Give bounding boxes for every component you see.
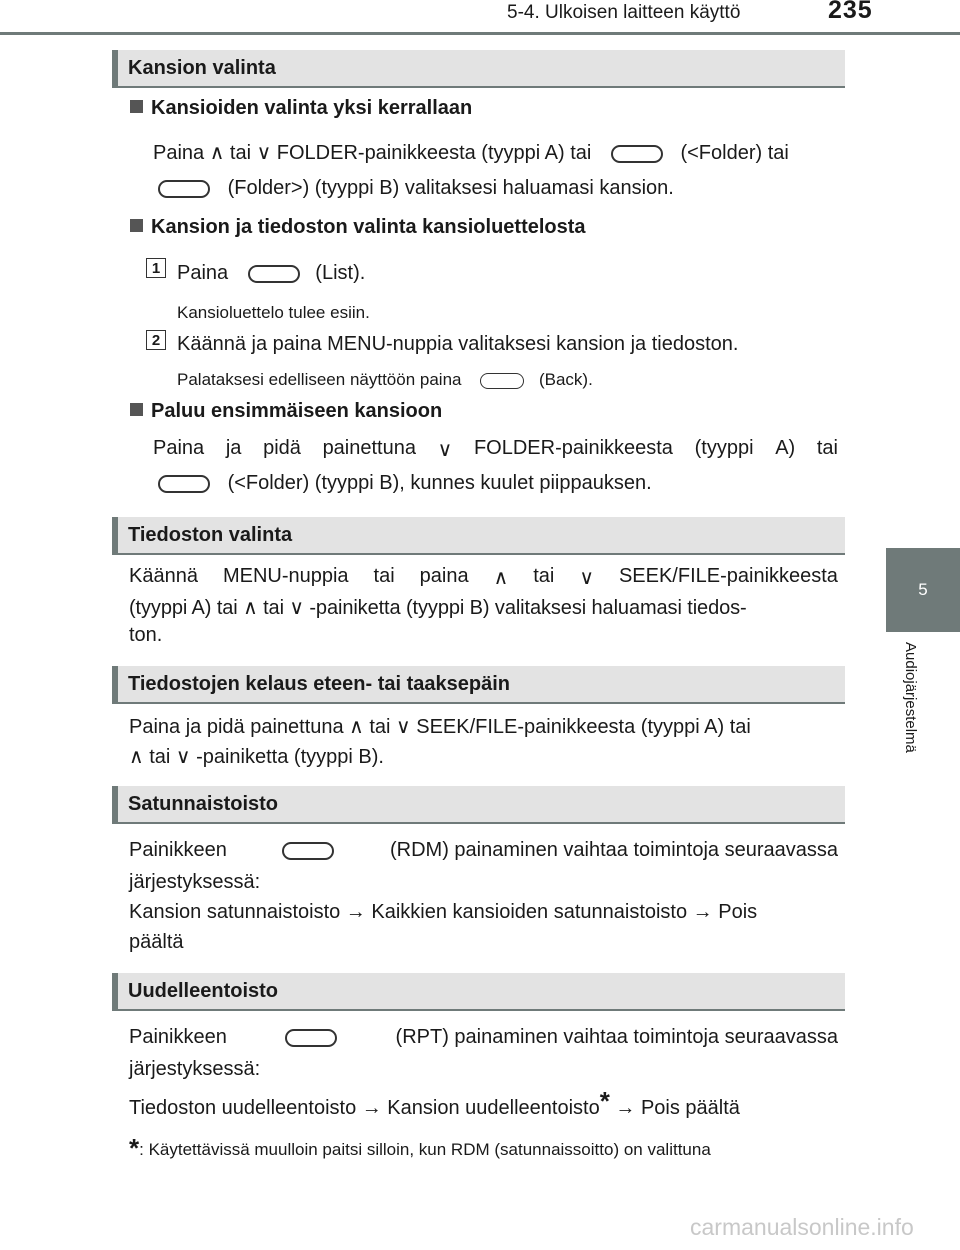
section-header-repeat [112, 973, 845, 1011]
rdm-button-icon [282, 842, 334, 860]
text: (RPT) painaminen vaihtaa toimintoja seuraavassa [395, 1026, 838, 1048]
text: (Folder>) (tyyppi B) valitaksesi haluamasi kansion. [227, 177, 674, 199]
paragraph-line [158, 472, 652, 495]
footnote-text: : Käytettävissä muulloin paitsi silloin, kun RDM (satunnaissoitto) on valittuna [139, 1140, 711, 1159]
square-bullet-icon [130, 403, 143, 416]
subheading-text: Kansion ja tiedoston valinta kansioluettelosta [151, 216, 586, 238]
subheading-text: Paluu ensimmäiseen kansioon [151, 400, 443, 422]
list-button-icon [248, 265, 300, 283]
paragraph-line: Kansion satunnaistoisto → Kaikkien kansioiden satunnaistoisto → Pois [129, 901, 758, 923]
text: Painikkeen [129, 1026, 227, 1048]
word: Paina [153, 437, 205, 459]
chapter-tab [886, 548, 960, 632]
section-header-folder [112, 50, 845, 88]
paragraph-line: ton. [129, 624, 163, 646]
paragraph-line: järjestyksessä: [129, 1058, 261, 1080]
step-2-text: Käännä ja paina MENU-nuppia valitaksesi kansion ja tiedoston. [177, 333, 739, 355]
paragraph-line: (tyyppi A) tai ∧ tai ∨ -painiketta (tyyppi B) valitaksesi haluamasi tiedos- [129, 597, 747, 619]
word: ∨ [437, 439, 453, 461]
word: tai [816, 437, 838, 459]
section-title: Kansion valinta [128, 57, 276, 79]
text: Paina [177, 262, 229, 284]
square-bullet-icon [130, 219, 143, 232]
text: (List). [315, 262, 366, 284]
step-2-note [177, 370, 593, 390]
section-title: Tiedoston valinta [128, 524, 293, 546]
paragraph-line: järjestyksessä: [129, 871, 261, 893]
text: Tiedoston uudelleentoisto → Kansion uudelleentoisto [129, 1097, 600, 1119]
word: painettuna [322, 437, 416, 459]
word: A) [775, 437, 796, 459]
page-number: 235 [828, 0, 873, 24]
word: ∨ [579, 567, 594, 589]
subheading-folders-one-by-one [130, 97, 472, 120]
paragraph-line [158, 177, 674, 200]
header-section-title: 5-4. Ulkoisen laitteen käyttö [507, 2, 741, 23]
watermark: carmanualsonline.info [690, 1214, 914, 1240]
section-title: Tiedostojen kelaus eteen- tai taaksepäin [128, 673, 510, 695]
step-1-note: Kansioluettelo tulee esiin. [177, 303, 370, 322]
word: pidä [263, 437, 301, 459]
folder-prev-button-icon [158, 475, 210, 493]
paragraph-line [153, 140, 789, 165]
step-1-text [177, 262, 365, 285]
footnote-marker: * [599, 1086, 610, 1116]
word: paina [419, 565, 469, 587]
word: FOLDER-painikkeesta [473, 437, 673, 459]
word: Käännä [129, 565, 198, 587]
footnote [129, 1131, 711, 1162]
header-rule [0, 32, 960, 35]
folder-prev-button-icon [611, 145, 663, 163]
back-button-icon [480, 373, 524, 389]
chapter-number: 5 [918, 580, 928, 599]
word: ∧ [493, 567, 509, 589]
paragraph-line: päältä [129, 931, 184, 953]
text: Palataksesi edelliseen näyttöön paina [177, 370, 462, 389]
section-title: Uudelleentoisto [128, 980, 279, 1002]
text: (<Folder) (tyyppi B), kunnes kuulet piippauksen. [227, 472, 652, 494]
rpt-button-icon [285, 1029, 337, 1047]
footnote-marker: * [129, 1133, 140, 1163]
text: (<Folder) tai [680, 142, 789, 164]
section-header-ffrew [112, 666, 845, 704]
text: → Pois päältä [615, 1097, 740, 1119]
word: tai [373, 565, 395, 587]
paragraph-line-justified [129, 565, 838, 590]
section-header-file [112, 517, 845, 555]
text: (Back). [538, 370, 593, 389]
paragraph-line [129, 1026, 838, 1049]
word: MENU-nuppia [222, 565, 349, 587]
subheading-folder-list [130, 216, 586, 239]
step-number-2: 2 [146, 330, 166, 350]
paragraph-line-justified [153, 437, 838, 462]
square-bullet-icon [130, 100, 143, 113]
text: Paina ∧ tai ∨ FOLDER-painikkeesta (tyyppi A) tai [153, 142, 592, 164]
folder-next-button-icon [158, 180, 210, 198]
paragraph-line: ∧ tai ∨ -painiketta (tyyppi B). [129, 746, 384, 768]
word: SEEK/FILE-painikkeesta [618, 565, 838, 587]
word: (tyyppi [694, 437, 754, 459]
paragraph-line: Paina ja pidä painettuna ∧ tai ∨ SEEK/FILE-painikkeesta (tyyppi A) tai [129, 716, 751, 738]
step-number-1: 1 [146, 258, 166, 278]
text: Painikkeen [129, 839, 227, 861]
subheading-return-first-folder [130, 400, 442, 423]
word: tai [533, 565, 555, 587]
section-header-random [112, 786, 845, 824]
paragraph-line [129, 839, 838, 862]
paragraph-line [129, 1086, 740, 1123]
word: ja [225, 437, 242, 459]
section-title: Satunnaistoisto [128, 793, 279, 815]
chapter-label: Audiojärjestelmä [902, 642, 919, 753]
text: (RDM) painaminen vaihtaa toimintoja seuraavassa [390, 839, 838, 861]
subheading-text: Kansioiden valinta yksi kerrallaan [151, 97, 473, 119]
